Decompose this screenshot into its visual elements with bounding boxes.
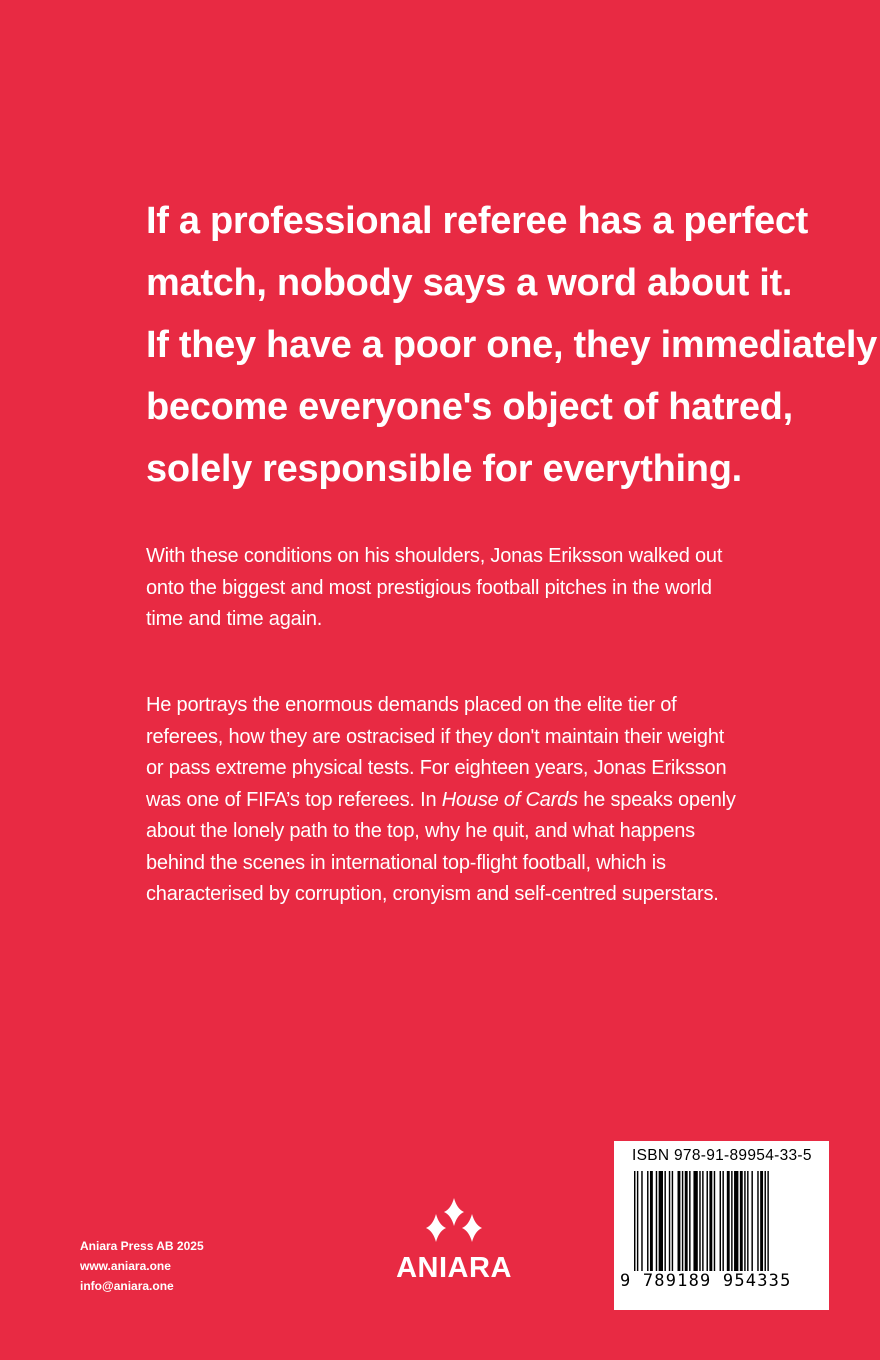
barcode-bar	[757, 1171, 758, 1271]
paragraph-line: or pass extreme physical tests. For eighteen years, Jonas Eriksson	[146, 757, 727, 779]
isbn-barcode	[614, 1141, 829, 1310]
back-cover-quote	[146, 190, 878, 500]
barcode-bar	[702, 1171, 703, 1271]
barcode-bar	[720, 1171, 721, 1271]
paragraph-line: onto the biggest and most prestigious football pitches in the world	[146, 576, 712, 599]
barcode-bar	[714, 1171, 715, 1271]
publisher-website: www.aniara.one	[80, 1259, 171, 1273]
paragraph-text: was one of FIFA’s top referees. In	[146, 788, 442, 811]
barcode-bar	[760, 1171, 763, 1271]
barcode-bar	[751, 1171, 752, 1271]
logo-wordmark: ANIARA	[396, 1252, 512, 1284]
barcode-bar	[765, 1171, 766, 1271]
barcode-bar	[641, 1171, 642, 1271]
quote-line: If they have a poor one, they immediately	[146, 324, 878, 366]
barcode-bar	[685, 1171, 688, 1271]
barcode-bar	[637, 1171, 638, 1271]
barcode-bar	[744, 1171, 745, 1271]
barcode-bar	[669, 1171, 670, 1271]
paragraph-line: referees, how they are ostracised if they don't maintain their weight	[146, 725, 725, 748]
paragraph-line-with-title	[146, 785, 806, 817]
publisher-logo	[384, 1196, 524, 1306]
publisher-name: Aniara Press AB 2025	[80, 1239, 204, 1253]
barcode-bar	[727, 1171, 730, 1271]
quote-line: If a professional referee has a perfect	[146, 200, 809, 242]
barcode-bar	[731, 1171, 732, 1271]
blurb-paragraph-1	[146, 541, 806, 636]
barcode-bar	[650, 1171, 653, 1271]
quote-line: become everyone's object of hatred,	[146, 386, 793, 428]
barcode-bar	[699, 1171, 700, 1271]
barcode-bar	[682, 1171, 683, 1271]
paragraph-text: he speaks openly	[577, 788, 736, 811]
quote-line: match, nobody says a word about it.	[146, 262, 793, 304]
barcode-bar	[707, 1171, 708, 1271]
barcode-bar	[734, 1171, 738, 1271]
barcode-bar	[747, 1171, 748, 1271]
barcode-bar	[722, 1171, 723, 1271]
publisher-email: info@aniara.one	[80, 1279, 174, 1293]
barcode-bar	[693, 1171, 697, 1271]
barcode-bar	[678, 1171, 681, 1271]
four-point-stars-icon	[416, 1196, 492, 1246]
paragraph-line: With these conditions on his shoulders, Jonas Eriksson walked out	[146, 545, 723, 567]
quote-line: solely responsible for everything.	[146, 448, 742, 490]
paragraph-line: time and time again.	[146, 608, 323, 630]
barcode-bar	[740, 1171, 743, 1271]
barcode-bar	[659, 1171, 663, 1271]
barcode-bar	[709, 1171, 712, 1271]
isbn-label: ISBN 978-91-89954-33-5	[632, 1147, 812, 1164]
barcode-number: 9 789189 954335	[620, 1271, 792, 1291]
barcode-bar	[634, 1171, 635, 1271]
barcode-bars	[634, 1171, 824, 1271]
blurb-paragraph-2	[146, 690, 806, 911]
barcode-bar	[689, 1171, 690, 1271]
paragraph-line: behind the scenes in international top-flight football, which is	[146, 851, 666, 874]
barcode-bar	[767, 1171, 768, 1271]
paragraph-line: about the lonely path to the top, why he quit, and what happens	[146, 820, 695, 842]
barcode-bar	[664, 1171, 665, 1271]
paragraph-line: characterised by corruption, cronyism and self-centred superstars.	[146, 883, 719, 905]
book-title: House of Cards	[441, 788, 578, 811]
barcode-bar	[656, 1171, 657, 1271]
barcode-bar	[672, 1171, 673, 1271]
barcode-bar	[647, 1171, 648, 1271]
publisher-info	[80, 1236, 204, 1296]
paragraph-line: He portrays the enormous demands placed on the elite tier of	[146, 694, 677, 716]
